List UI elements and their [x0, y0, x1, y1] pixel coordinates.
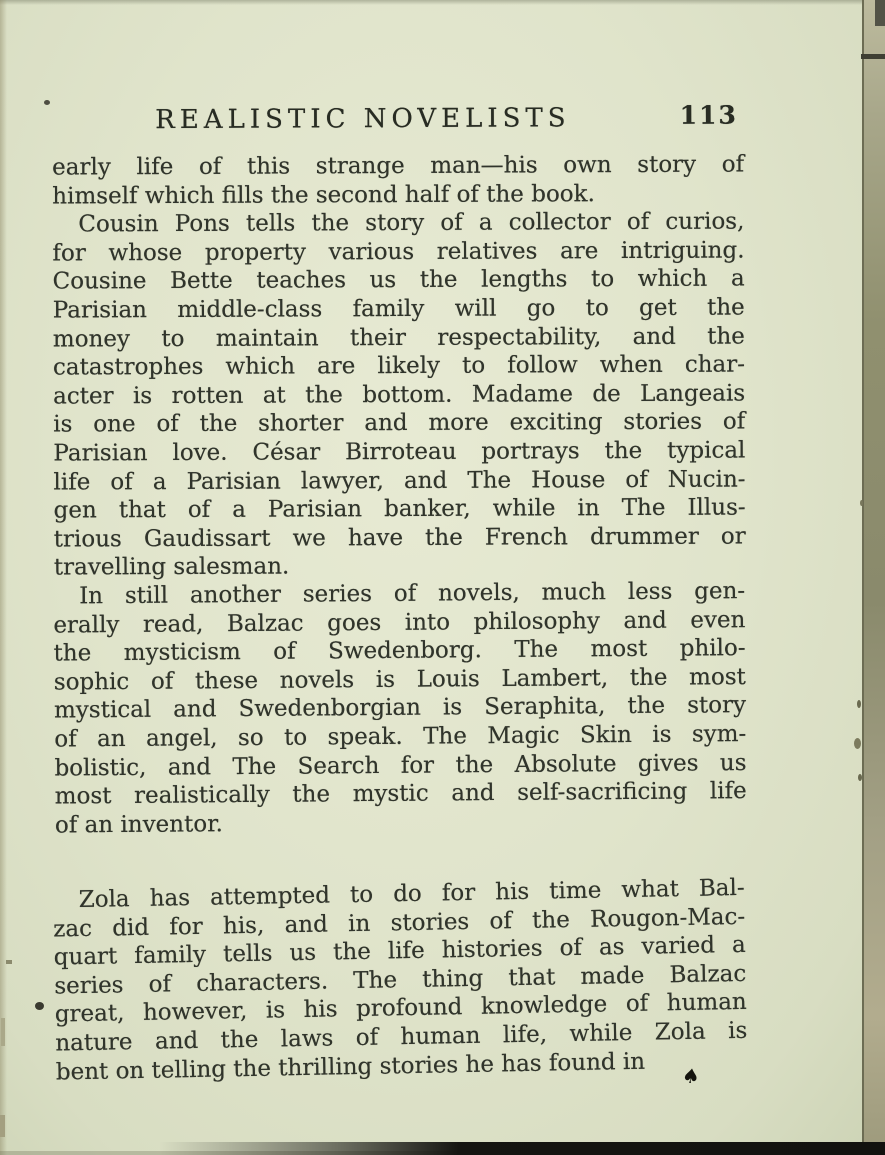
text-line: zac did for his, and in stories of the Rougon-Mac- — [53, 903, 746, 943]
dash-right-edge — [861, 54, 885, 59]
text-line: Zola has attempted to do for his time what Bal- — [78, 875, 745, 914]
text-line: Cousine Bette teaches us the lengths to which a — [52, 265, 745, 295]
edge-streak-left-2 — [0, 1115, 5, 1137]
bullet-left-margin — [35, 1002, 44, 1010]
speck-top-left — [44, 100, 50, 105]
ink-blot-bottom: ♠ — [680, 1062, 702, 1090]
book-page-edge — [862, 0, 885, 1155]
paragraph — [52, 150, 744, 210]
page-number: 113 — [679, 100, 738, 130]
text-line: great, however, is his profound knowledge of human — [54, 989, 747, 1029]
text-line: travelling salesman. — [53, 553, 290, 581]
text-line: erally read, Balzac goes into philosophy and even — [53, 606, 746, 639]
text-block — [52, 150, 748, 1090]
text-line: money to maintain their respectability, and the — [52, 323, 745, 353]
speck-top-right-corner — [875, 0, 885, 26]
text-line: for whose property various relatives are intriguing. — [52, 237, 745, 267]
running-header — [52, 98, 744, 153]
page-title: REALISTIC NOVELISTS — [155, 103, 571, 136]
text-line: gen that of a Parisian banker, while in The Illus- — [53, 494, 746, 524]
text-line: of an angel, so to speak. The Magic Skin is sym- — [54, 720, 747, 753]
text-line: bent on telling the thrilling stories he has found in — [55, 1048, 646, 1086]
edge-speck-3 — [858, 774, 862, 781]
text-line: Parisian middle-class family will go to get the — [52, 294, 745, 324]
text-column — [52, 98, 748, 1090]
text-line: In still another series of novels, much less gen- — [79, 577, 746, 610]
edge-speck-1 — [857, 700, 861, 708]
edge-speck-2 — [854, 738, 861, 749]
text-line: nature and the laws of human life, while Zola is — [55, 1018, 748, 1057]
text-line: most realistically the mystic and self-sacrificing life — [54, 778, 747, 810]
text-line: early life of this strange man—his own story of — [52, 151, 745, 181]
left-paper-edge — [0, 0, 7, 1155]
edge-speck-4 — [860, 500, 863, 506]
top-edge-shading — [0, 0, 885, 5]
paragraph — [52, 208, 746, 583]
paragraph — [52, 874, 748, 1090]
text-line: bolistic, and The Search for the Absolute gives us — [54, 749, 747, 781]
text-line: series of characters. The thing that made Balzac — [54, 960, 747, 1000]
text-line: Cousin Pons tells the story of a collector of curios, — [78, 208, 745, 238]
text-line: of an inventor. — [54, 810, 224, 839]
paragraph — [53, 577, 747, 840]
text-line: catastrophes which are likely to follow when char- — [52, 351, 746, 381]
text-line: Parisian love. César Birroteau portrays the typical — [53, 437, 746, 467]
edge-streak-left-1 — [1, 1018, 5, 1046]
text-line: is one of the shorter and more exciting stories of — [53, 408, 746, 438]
text-line: acter is rotten at the bottom. Madame de Langeais — [53, 380, 746, 410]
scan-shadow-bottom — [0, 1142, 885, 1155]
text-line: trious Gaudissart we have the French drummer or — [53, 523, 746, 553]
text-line: sophic of these novels is Louis Lambert, the most — [53, 663, 746, 696]
text-line: life of a Parisian lawyer, and The House of Nucin- — [53, 466, 746, 496]
text-line: the mysticism of Swedenborg. The most philo- — [53, 635, 746, 667]
text-line: quart family tells us the life histories of as varied a — [53, 932, 746, 971]
text-line: mystical and Swedenborgian is Seraphita, the story — [53, 692, 747, 724]
edge-speck-5 — [6, 960, 12, 964]
text-line: himself which fills the second half of the book. — [52, 180, 595, 210]
